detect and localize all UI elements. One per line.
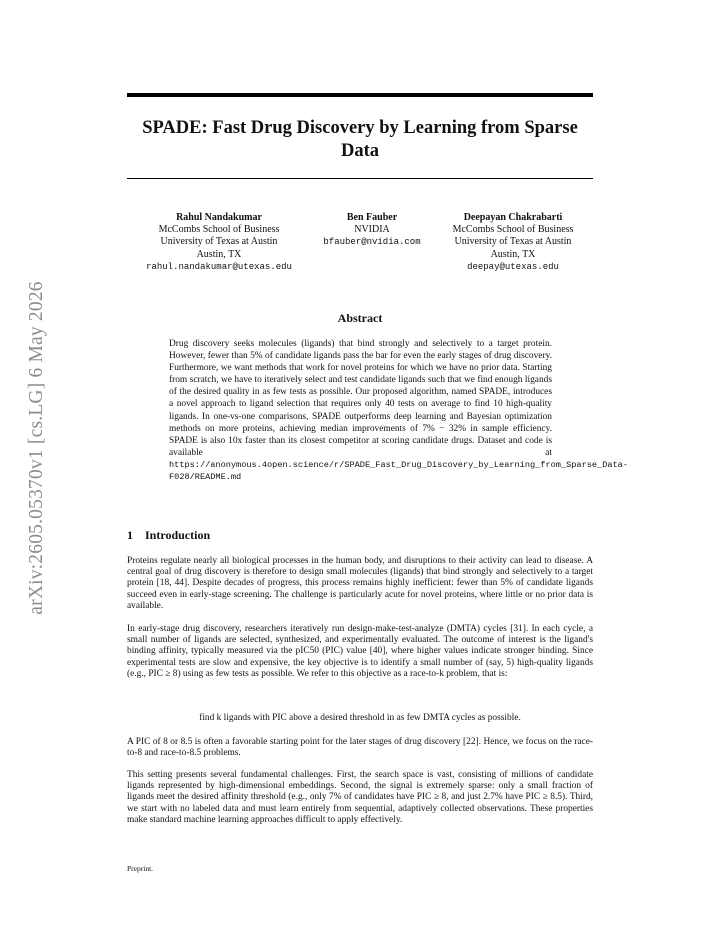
arxiv-side-stamp xyxy=(0,0,50,932)
author-email: deepay@utexas.edu xyxy=(467,261,559,272)
author-block xyxy=(433,212,593,273)
paragraph: A PIC of 8 or 8.5 is often a favorable starting point for the later stages of drug discovery [22]. Hence, we focus on the race-to-8 and race-to-8.5 problems. xyxy=(127,737,593,759)
title-bottom-rule xyxy=(127,178,593,179)
author-affiliation: McCombs School of Business xyxy=(158,224,280,236)
author-location: Austin, TX xyxy=(196,248,242,260)
abstract-heading: Abstract xyxy=(337,311,383,325)
abstract-body xyxy=(169,338,628,483)
objective-statement: find k ligands with PIC above a desired threshold in as few DMTA cycles as possible. xyxy=(199,713,521,723)
arxiv-identifier: arXiv:2605.05370v1 [cs.LG] 6 May 2026 xyxy=(26,281,47,615)
section-heading xyxy=(127,528,593,543)
author-affiliation: NVIDIA xyxy=(354,224,390,236)
title-top-rule xyxy=(127,93,593,97)
paragraph: This setting presents several fundamental challenges. First, the search space is vast, consisting of millions of candidate ligands represented by high-dimensional embeddings. Second, the signal is extremely sparse: only a small fraction of ligands meet the desired affinity threshold (e.g., only 7% of candidates have PIC ≥ 8, and just 2.7% have PIC ≥ 8.5). Third, we start with no labeled data and must learn entirely from sequential, adaptively collected observations. These properties make standard machine learning approaches difficult to apply effectively. xyxy=(127,770,593,825)
author-name: Rahul Nandakumar xyxy=(176,212,262,223)
section-number: 1 xyxy=(127,528,133,542)
paragraph: In early-stage drug discovery, researchers iteratively run design-make-test-analyze (DMTA) cycles [31]. In each cycle, a small number of ligands are selected, synthesized, and experimentally evaluated. The outcome of interest is the ligand's binding affinity, typically measured via the pIC50 (PIC) value [40], where higher values indicate stronger binding. Since experimental tests are slow and expensive, the key objective is to identify a small number of (say, 5) high-quality ligands (e.g., PIC ≥ 8) using as few tests as possible. We refer to this objective as a race-to-k problem, that is: xyxy=(127,624,593,679)
abstract-link[interactable]: https://anonymous.4open.science/r/SPADE_Fast_Drug_Discovery_by_Learning_from_Sparse_Data-F028/README.md xyxy=(169,459,628,483)
abstract-text: Drug discovery seeks molecules (ligands) that bind strongly and selectively to a target protein. However, fewer than 5% of candidate ligands pass the bar for even the early stages of drug discovery. Furthermore, we want methods that work for novel proteins for which we have no prior data. Starting from scratch, we have to iteratively select and test candidate ligands such that we find enough ligands of the desired quality in as few tests as possible. Our proposed algorithm, named SPADE, introduces a novel approach to ligand selection that requires only 40 tests on average to find 10 high-quality ligands. In one-vs-one comparisons, SPADE outperforms deep learning and Bayesian optimization methods on more proteins, achieving median improvements of 7% − 32% in sample efficiency. SPADE is also 10x faster than its closest competitor at scoring candidate drugs. Dataset and code is available at xyxy=(169,339,552,458)
paper-title: SPADE: Fast Drug Discovery by Learning from Sparse Data xyxy=(142,118,578,161)
author-email: bfauber@nvidia.com xyxy=(323,237,421,248)
author-location: Austin, TX xyxy=(490,248,536,260)
author-name: Ben Fauber xyxy=(346,212,398,223)
author-name: Deepayan Chakrabarti xyxy=(463,212,563,223)
author-affiliation: University of Texas at Austin xyxy=(454,236,572,248)
author-affiliation: McCombs School of Business xyxy=(452,224,574,236)
author-block xyxy=(310,212,434,249)
footer-note: Preprint. xyxy=(127,864,154,873)
author-email: rahul.nandakumar@utexas.edu xyxy=(146,261,292,272)
author-block xyxy=(133,212,305,273)
paragraph: Proteins regulate nearly all biological processes in the human body, and disruptions to their activity can lead to disease. A central goal of drug discovery is therefore to design small molecules (ligands) that bind strongly and selectively to a target protein [18, 44]. Despite decades of progress, this process remains highly inefficient: fewer than 5% of candidate ligands succeed even in early-stage screening. The challenge is particularly acute for novel proteins, where little or no prior data is available. xyxy=(127,556,593,611)
author-affiliation: University of Texas at Austin xyxy=(160,236,278,248)
section-title: Introduction xyxy=(145,528,211,542)
